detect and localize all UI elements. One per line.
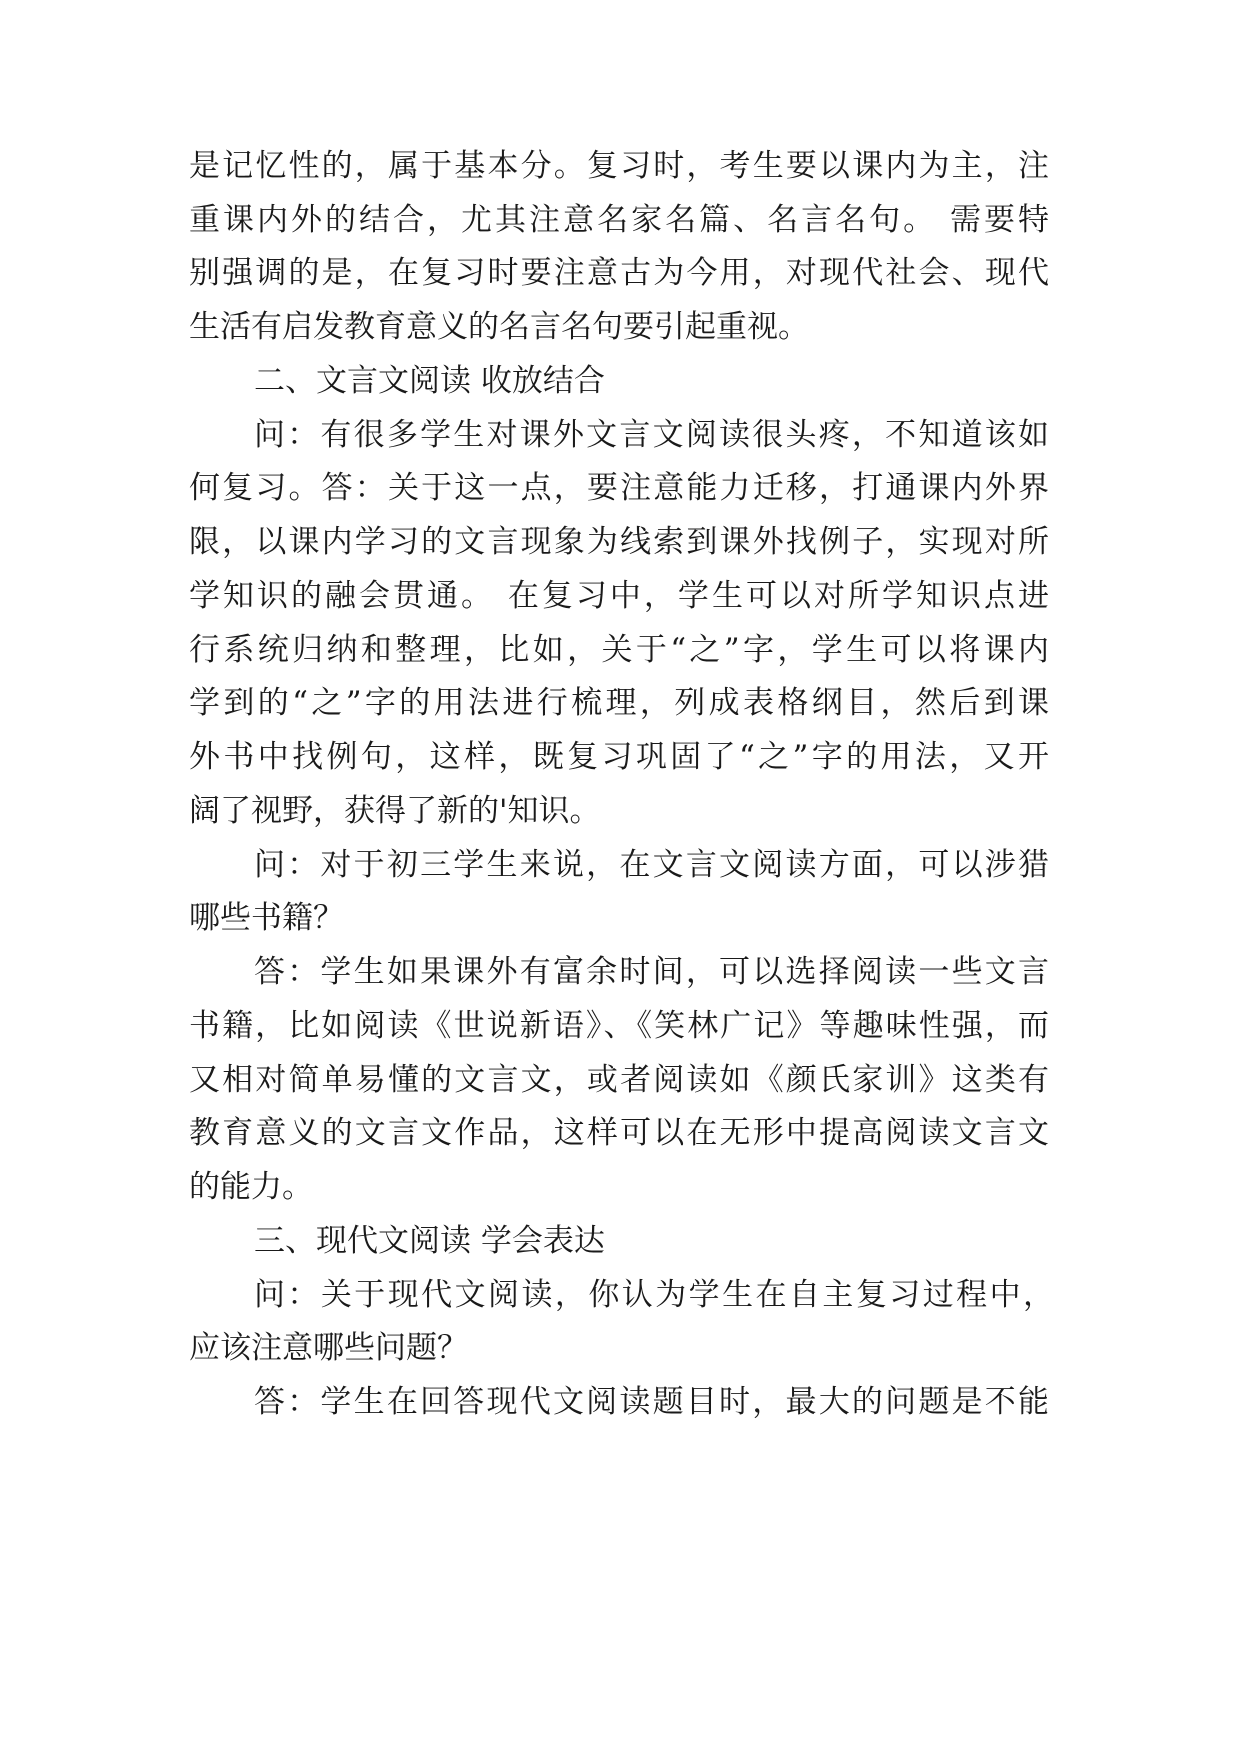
paragraph-line: 学知识的融会贯通。 在复习中，学生可以对所学知识点进 xyxy=(189,578,1049,614)
paragraph-line: 生活有启发教育意义的名言名句要引起重视。 xyxy=(189,309,809,345)
paragraph-line: 何复习。答：关于这一点，要注意能力迁移，打通课内外界 xyxy=(189,470,1049,506)
paragraph-line: 别强调的是，在复习时要注意古为今用，对现代社会、现代 xyxy=(189,255,1049,291)
paragraph-line: 教育意义的文言文作品，这样可以在无形中提高阅读文言文 xyxy=(189,1115,1049,1151)
paragraph-line: 重课内外的结合，尤其注意名家名篇、名言名句。 需要特 xyxy=(189,202,1049,238)
paragraph-line: 阔了视野，获得了新的'知识。 xyxy=(189,793,601,829)
paragraph-line: 问：有很多学生对课外文言文阅读很头疼，不知道该如 xyxy=(254,417,1049,453)
paragraph-line: 是记忆性的，属于基本分。复习时，考生要以课内为主，注 xyxy=(189,148,1049,184)
paragraph-line: 应该注意哪些问题？ xyxy=(189,1330,468,1366)
section-heading: 三、现代文阅读 学会表达 xyxy=(254,1223,605,1259)
paragraph-line: 学到的“之”字的用法进行梳理，列成表格纲目，然后到课 xyxy=(189,685,1049,721)
paragraph-line: 的能力。 xyxy=(189,1169,313,1205)
paragraph-line: 外书中找例句，这样，既复习巩固了“之”字的用法，又开 xyxy=(189,739,1049,775)
paragraph-line: 行系统归纳和整理，比如，关于“之”字，学生可以将课内 xyxy=(189,632,1049,668)
paragraph-line: 答：学生在回答现代文阅读题目时，最大的问题是不能 xyxy=(254,1384,1049,1420)
paragraph-line: 问：关于现代文阅读，你认为学生在自主复习过程中， xyxy=(254,1277,1054,1313)
paragraph-line: 书籍，比如阅读《世说新语》、《笑林广记》等趣味性强，而 xyxy=(189,1008,1049,1044)
paragraph-line: 又相对简单易懂的文言文，或者阅读如《颜氏家训》这类有 xyxy=(189,1062,1049,1098)
paragraph-line: 限，以课内学习的文言现象为线索到课外找例子，实现对所 xyxy=(189,524,1049,560)
section-heading: 二、文言文阅读 收放结合 xyxy=(254,363,605,399)
paragraph-line: 问：对于初三学生来说，在文言文阅读方面，可以涉猎 xyxy=(254,847,1049,883)
paragraph-line: 哪些书籍？ xyxy=(189,900,344,936)
paragraph-line: 答：学生如果课外有富余时间，可以选择阅读一些文言 xyxy=(254,954,1049,990)
